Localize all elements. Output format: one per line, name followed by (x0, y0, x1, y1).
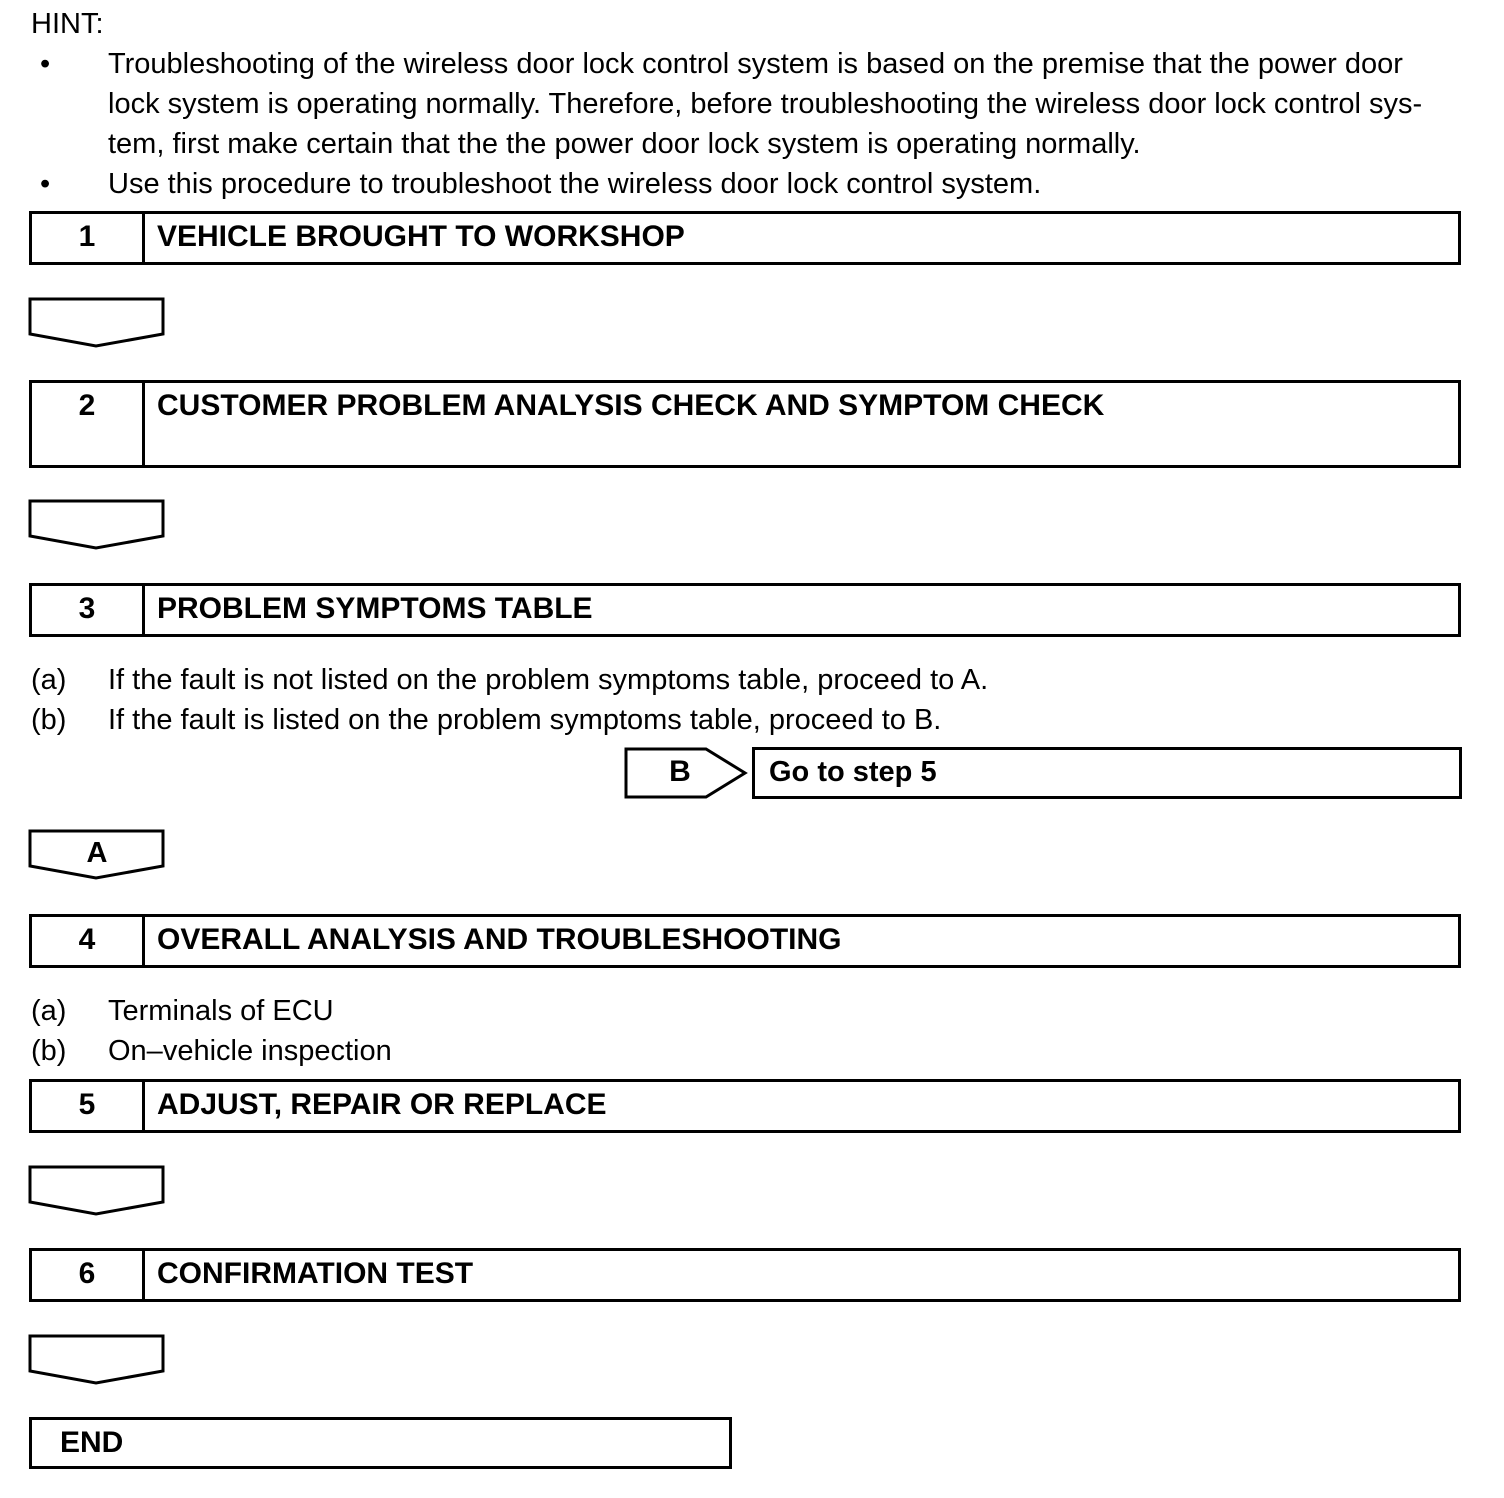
hint-bullet-1-line-2: lock system is operating normally. Therefore, before troubleshooting the wireless door lock control sys- (108, 88, 1423, 120)
step-4-item-a: Terminals of ECU (108, 995, 334, 1027)
step-title: CUSTOMER PROBLEM ANALYSIS CHECK AND SYMPTOM CHECK (157, 389, 1105, 422)
end-box: END (29, 1417, 732, 1469)
hint-bullet-1-line-1: Troubleshooting of the wireless door lock control system is based on the premise that the power door (108, 48, 1403, 80)
down-arrow-icon (28, 297, 166, 349)
continue-a-tag (28, 829, 166, 881)
step-number: 2 (32, 383, 145, 465)
step-3-item-a: If the fault is not listed on the problem symptoms table, proceed to A. (108, 664, 989, 696)
item-marker: (a) (31, 664, 67, 696)
hint-label: HINT: (31, 8, 104, 40)
hint-bullet-2: Use this procedure to troubleshoot the wireless door lock control system. (108, 168, 1042, 200)
step-title: OVERALL ANALYSIS AND TROUBLESHOOTING (157, 923, 842, 956)
step-6-box (29, 1248, 1461, 1302)
down-arrow-icon (28, 499, 166, 551)
down-arrow-icon (28, 1334, 166, 1386)
step-number: 1 (32, 214, 145, 262)
item-marker: (a) (31, 995, 67, 1027)
hint-bullet-1-line-3: tem, first make certain that the the power door lock system is operating normally. (108, 128, 1141, 160)
item-marker: (b) (31, 1035, 67, 1067)
down-arrow-icon (28, 1165, 166, 1217)
step-5-box (29, 1079, 1461, 1133)
step-4-box (29, 914, 1461, 968)
continue-label: A (86, 837, 108, 869)
item-marker: (b) (31, 704, 67, 736)
step-number: 5 (32, 1082, 145, 1130)
branch-label: B (669, 755, 691, 788)
step-2-box (29, 380, 1461, 468)
step-number: 4 (32, 917, 145, 965)
bullet-icon: • (40, 48, 51, 80)
step-4-item-b: On–vehicle inspection (108, 1035, 392, 1067)
step-title: CONFIRMATION TEST (157, 1257, 474, 1290)
step-3-box (29, 583, 1461, 637)
step-1-box (29, 211, 1461, 265)
step-number: 3 (32, 586, 145, 634)
step-3-item-b: If the fault is listed on the problem symptoms table, proceed to B. (108, 704, 942, 736)
step-title: VEHICLE BROUGHT TO WORKSHOP (157, 220, 685, 253)
step-number: 6 (32, 1251, 145, 1299)
step-title: ADJUST, REPAIR OR REPLACE (157, 1088, 607, 1121)
bullet-icon: • (40, 168, 51, 200)
step-title: PROBLEM SYMPTOMS TABLE (157, 592, 593, 625)
branch-b-tag (624, 747, 748, 799)
branch-action-box: Go to step 5 (752, 747, 1462, 799)
